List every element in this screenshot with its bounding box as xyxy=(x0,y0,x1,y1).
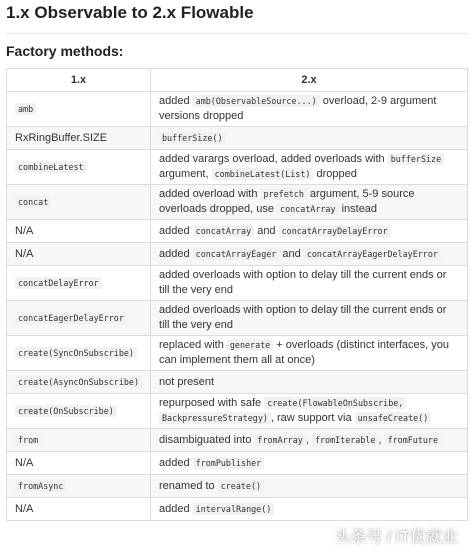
text-span: dropped xyxy=(313,168,357,180)
cell-2x xyxy=(151,394,468,429)
table-header-row xyxy=(7,69,468,92)
cell-1x xyxy=(7,127,151,150)
text-span: added overloads with option to delay till the current ends or till the very end xyxy=(159,269,447,296)
cell-2x xyxy=(151,452,468,475)
cell-2x xyxy=(151,336,468,371)
text-span: added overload with xyxy=(159,188,261,200)
text-span: N/A xyxy=(15,502,34,515)
text-span: added varargs overload, added overloads with xyxy=(159,153,388,165)
cell-1x xyxy=(7,336,151,371)
text-span: overload, 2-9 argument versions dropped xyxy=(159,95,437,122)
table-row xyxy=(7,301,468,336)
code-span: create(OnSubscribe) xyxy=(15,405,117,417)
table-row xyxy=(7,185,468,220)
code-span: create(SyncOnSubscribe) xyxy=(15,347,137,359)
code-span: fromArray xyxy=(254,434,305,446)
text-span: N/A xyxy=(15,224,34,237)
cell-1x xyxy=(7,301,151,336)
code-span: bufferSize xyxy=(388,153,444,165)
code-span: fromAsync xyxy=(15,480,66,492)
code-span: combineLatest(List) xyxy=(212,168,314,180)
text-span: RxRingBuffer.SIZE xyxy=(15,131,108,144)
code-span: amb(ObservableSource...) xyxy=(193,95,320,107)
cell-2x xyxy=(151,127,468,150)
text-span: and xyxy=(254,224,279,237)
code-span: concatArray xyxy=(277,203,338,215)
table-row xyxy=(7,150,468,185)
code-span: unsafeCreate() xyxy=(355,412,432,424)
code-span: concat xyxy=(15,196,51,208)
code-span: concatEagerDelayError xyxy=(15,312,127,324)
code-span: from xyxy=(15,434,41,446)
cell-1x xyxy=(7,452,151,475)
watermark xyxy=(334,524,458,547)
text-span: not present xyxy=(159,375,215,388)
table-row xyxy=(7,452,468,475)
table-row xyxy=(7,394,468,429)
cell-2x xyxy=(151,301,468,336)
table-row xyxy=(7,336,468,371)
text-span: , xyxy=(378,433,385,446)
text-span: added xyxy=(159,247,193,260)
text-span: added xyxy=(159,456,193,469)
table-row xyxy=(7,127,468,150)
code-span: create() xyxy=(218,480,264,492)
table-row xyxy=(7,220,468,243)
text-span: added xyxy=(159,502,193,515)
code-span: fromPublisher xyxy=(193,457,265,469)
code-span: BackpressureStrategy) xyxy=(159,412,271,424)
page-title: 1.x Observable to 2.x Flowable xyxy=(6,2,468,34)
code-span: amb xyxy=(15,103,36,115)
text-span: replaced with xyxy=(159,339,227,351)
cell-1x xyxy=(7,150,151,185)
cell-2x xyxy=(151,429,468,452)
text-span: argument, 5-9 source overloads dropped, use xyxy=(159,188,415,215)
table-row xyxy=(7,475,468,498)
text-span: repurposed with safe xyxy=(159,397,265,409)
text-span: instead xyxy=(338,203,378,215)
cell-1x xyxy=(7,394,151,429)
code-span: fromIterable xyxy=(312,434,379,446)
cell-1x xyxy=(7,266,151,301)
code-span: combineLatest xyxy=(15,161,87,173)
cell-1x xyxy=(7,92,151,127)
code-span: intervalRange() xyxy=(193,503,275,515)
section-title: Factory methods: xyxy=(6,43,124,59)
table-row xyxy=(7,429,468,452)
text-span: disambiguated into xyxy=(159,433,255,446)
column-header-2x: 2.x xyxy=(151,69,468,92)
text-span: added overloads with option to delay till the current ends or till the very end xyxy=(159,304,447,331)
table-row xyxy=(7,243,468,266)
cell-1x xyxy=(7,429,151,452)
cell-2x xyxy=(151,266,468,301)
text-span: argument, xyxy=(159,168,212,180)
table-row xyxy=(7,92,468,127)
code-span: create(FlowableOnSubscribe, xyxy=(264,397,406,409)
cell-1x xyxy=(7,243,151,266)
code-span: create(AsyncOnSubscribe) xyxy=(15,376,142,388)
table-row xyxy=(7,498,468,521)
cell-2x xyxy=(151,92,468,127)
table-row xyxy=(7,266,468,301)
column-header-1x: 1.x xyxy=(7,69,151,92)
cell-2x xyxy=(151,243,468,266)
cell-1x xyxy=(7,475,151,498)
text-span: added xyxy=(159,95,193,107)
cell-1x xyxy=(7,220,151,243)
cell-1x xyxy=(7,185,151,220)
code-span: concatArrayEagerDelayError xyxy=(304,248,441,260)
code-span: generate xyxy=(227,339,273,351)
code-span: concatArray xyxy=(193,225,254,237)
cell-1x xyxy=(7,498,151,521)
text-span: added xyxy=(159,224,193,237)
factory-methods-table xyxy=(6,68,468,521)
cell-2x xyxy=(151,150,468,185)
cell-2x xyxy=(151,185,468,220)
code-span: concatDelayError xyxy=(15,277,102,289)
code-span: concatArrayDelayError xyxy=(279,225,391,237)
code-span: prefetch xyxy=(261,188,307,200)
code-span: fromFuture xyxy=(385,434,441,446)
text-span: , xyxy=(305,433,312,446)
text-span: N/A xyxy=(15,456,34,469)
cell-2x xyxy=(151,498,468,521)
cell-1x xyxy=(7,371,151,394)
watermark-text: 头条号 / IT优就业 xyxy=(334,529,458,546)
code-span: bufferSize() xyxy=(159,132,226,144)
cell-2x xyxy=(151,220,468,243)
table-row xyxy=(7,371,468,394)
cell-2x xyxy=(151,371,468,394)
code-span: concatArrayEager xyxy=(193,248,280,260)
text-span: renamed to xyxy=(159,479,218,492)
text-span: and xyxy=(279,247,304,260)
text-span: N/A xyxy=(15,247,34,260)
text-span: + overloads (distinct interfaces, you can implement them all at once) xyxy=(159,339,450,366)
cell-2x xyxy=(151,475,468,498)
text-span: , raw support via xyxy=(270,412,355,424)
